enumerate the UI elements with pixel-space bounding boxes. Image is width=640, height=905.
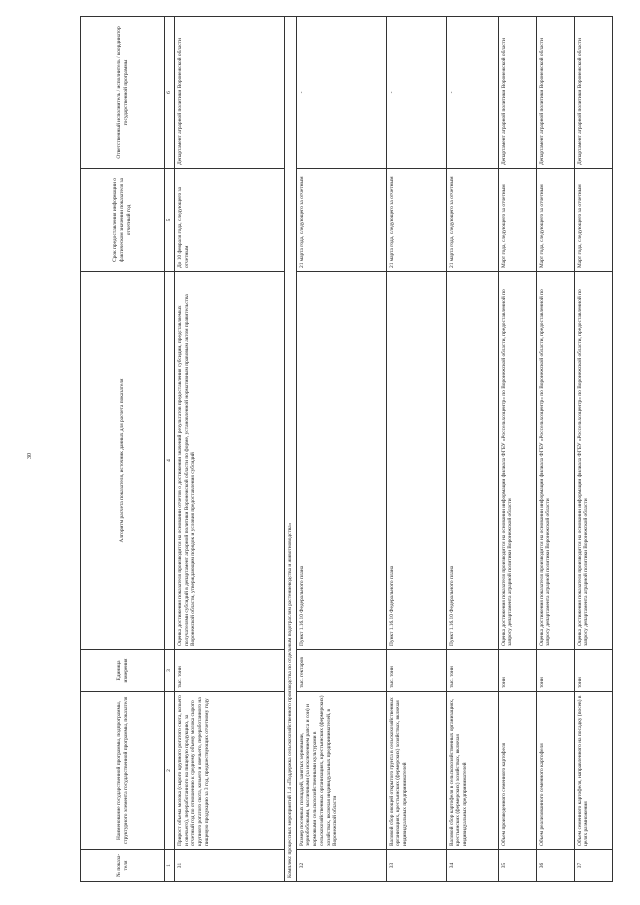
table-row	[498, 17, 536, 882]
row-responsible: Департамент аграрной политики Воронежской области	[536, 17, 574, 169]
row-num: 34	[446, 850, 498, 882]
column-number-row	[165, 17, 175, 882]
row-name: Объем произведенного семенного картофеля	[498, 692, 536, 850]
row-algorithm: Оценка достижения показателя производится на основании информации филиала ФГБУ «Россельхозцентр» по Воронежской области, предоставленной по запросу департамента аграрной политики Воронежской области	[498, 272, 536, 650]
row-algorithm: Пункт 1.16.10 Федерального плана	[446, 272, 498, 650]
column-number: 1	[165, 850, 175, 882]
row-name: Валовой сбор картофеля в сельскохозяйственных организациях, крестьянских (фермерских) хозяйствах, включая индивидуальных предпринимателей	[446, 692, 498, 850]
row-unit: тыс. тонн	[446, 650, 498, 692]
row-unit: тонн	[536, 650, 574, 692]
row-responsible: Департамент аграрной политики Воронежской области	[498, 17, 536, 169]
header-unit: Единица измерения	[81, 650, 165, 692]
rotated-table-container	[80, 17, 590, 882]
row-num: 37	[574, 850, 612, 882]
row-algorithm: Пункт 1.16.10 Федерального плана	[296, 272, 386, 650]
page-number: 30	[27, 453, 33, 459]
row-algorithm: Пункт 1.16.10 Федерального плана	[386, 272, 446, 650]
row-algorithm: Оценка достижения показателя производится на основании информации филиала ФГБУ «Россельхозцентр» по Воронежской области, предоставленной по запросу департамента аграрной политики Воронежской области	[574, 272, 612, 650]
column-number: 4	[165, 272, 175, 650]
header-num: № показа-теля	[81, 850, 165, 882]
row-algorithm: Оценка достижения показателя производится на основании отчетов о достижении значений результатов предоставления субсидии, представляемых получателями субсидий в департамент аграрной политики Воронежской области по форме, установленной нормативным правовым актом правительства Воронежской области, утверждающим порядок и условия предоставления субсидий	[174, 272, 284, 650]
table-row	[174, 17, 284, 882]
row-num: 32	[296, 850, 386, 882]
section-title: Комплекс процессных мероприятий 1.4 «Поддержка сельскохозяйственного производства по отдельным подотраслям растениеводства и животноводства»	[284, 17, 296, 882]
column-number: 5	[165, 169, 175, 272]
table-row	[446, 17, 498, 882]
row-deadline: До 10 февраля года, следующего за отчетным	[174, 169, 284, 272]
row-responsible: Департамент аграрной политики Воронежской области	[174, 17, 284, 169]
table-row	[296, 17, 386, 882]
row-num: 36	[536, 850, 574, 882]
row-responsible: -	[296, 17, 386, 169]
header-responsible: Ответственный исполнитель / исполнитель / координатор государственной программы	[81, 17, 165, 169]
row-responsible: -	[446, 17, 498, 169]
header-name: Наименование государственной программы, подпрограммы, структурного элемента государственной программы, показателя	[81, 692, 165, 850]
row-name: Объем семенного картофеля, направленного на посадку (посев) в целях размножения	[574, 692, 612, 850]
column-number: 3	[165, 650, 175, 692]
row-deadline: Март года, следующего за отчетным	[574, 169, 612, 272]
column-number: 2	[165, 692, 175, 850]
row-responsible: Департамент аграрной политики Воронежской области	[574, 17, 612, 169]
row-unit: тонн	[574, 650, 612, 692]
row-deadline: Март года, следующего за отчетным	[498, 169, 536, 272]
row-unit: тыс. гектаров	[296, 650, 386, 692]
column-number: 6	[165, 17, 175, 169]
row-deadline: 21 марта года, следующего за отчетным	[386, 169, 446, 272]
row-unit: тонн	[498, 650, 536, 692]
row-name: Размер посевных площадей, занятых зерновыми, зернобобовыми, масличными (за исключением рапса и сои) и кормовыми сельскохозяйственными культурами в сельскохозяйственных организациях, крестьянских (фермерских) хозяйствах, включая индивидуальных предпринимателей, в Воронежской области	[296, 692, 386, 850]
table-row	[386, 17, 446, 882]
table-row	[536, 17, 574, 882]
header-algorithm: Алгоритм расчета показателя, источник данных для расчета показателя	[81, 272, 165, 650]
row-unit: тыс. тонн	[174, 650, 284, 692]
section-row	[284, 17, 296, 882]
row-algorithm: Оценка достижения показателя производится на основании информации филиала ФГБУ «Россельхозцентр» по Воронежской области, предоставленной по запросу департамента аграрной политики Воронежской области	[536, 272, 574, 650]
row-responsible: -	[386, 17, 446, 169]
row-num: 35	[498, 850, 536, 882]
table-header-row	[81, 17, 165, 882]
row-name: Валовой сбор овощей открытого грунта в сельскохозяйственных организациях, крестьянских (фермерских) хозяйствах, включая индивидуальных предпринимателей	[386, 692, 446, 850]
row-num: 33	[386, 850, 446, 882]
row-name: Объем реализованного семенного картофеля	[536, 692, 574, 850]
row-num: 31	[174, 850, 284, 882]
row-unit: тыс. тонн	[386, 650, 446, 692]
row-deadline: 21 марта года, следующего за отчетным	[446, 169, 498, 272]
indicator-table	[80, 16, 613, 882]
row-deadline: 21 марта года, следующего за отчетным	[296, 169, 386, 272]
table-row	[574, 17, 612, 882]
header-deadline: Срок предоставления информации о фактическом значении показателя за отчетный год	[81, 169, 165, 272]
row-deadline: Март года, следующего за отчетным	[536, 169, 574, 272]
row-name: Прирост объема молока (сырого крупного рогатого скота, козьего и овечьего), переработанного на пищевую продукцию, за отчетный год по отношению к среднему объему молока сырого крупного рогатого скота, козьего и овечьего, переработанного на пищевую продукцию за 3 год, предшествующих отчетному году	[174, 692, 284, 850]
